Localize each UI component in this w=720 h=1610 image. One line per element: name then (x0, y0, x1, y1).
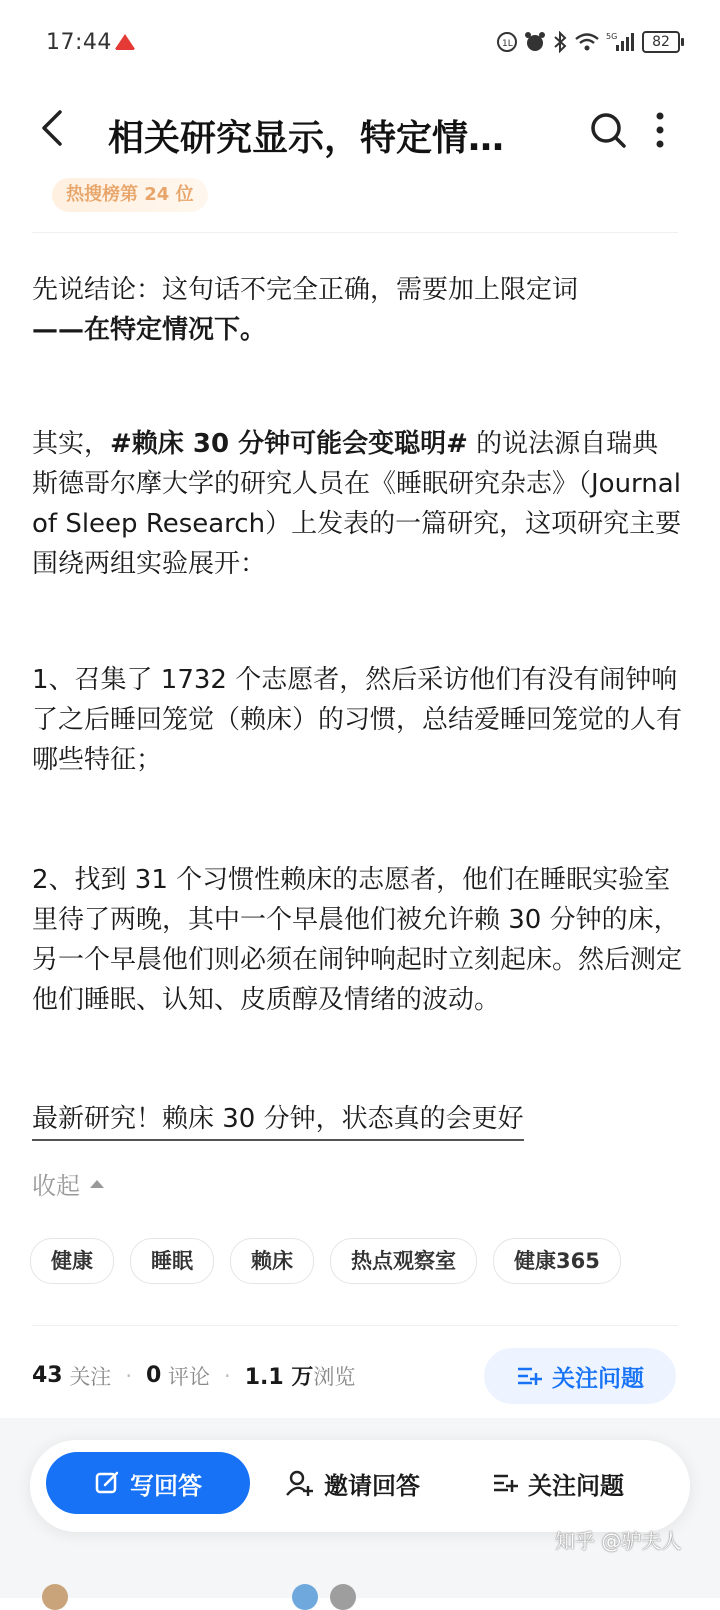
paragraph-conclusion (32, 270, 682, 350)
next-answer-preview (30, 1578, 690, 1598)
tag-hot-observation[interactable]: 热点观察室 (330, 1238, 477, 1284)
invite-answer-label: 邀请回答 (324, 1471, 420, 1500)
follow-question-bottom-label: 关注问题 (528, 1471, 624, 1500)
tag-health365[interactable]: 健康365 (493, 1238, 621, 1284)
view-count-label: 浏览 (313, 1364, 356, 1389)
separator-dot: · (125, 1363, 132, 1388)
follow-question-button[interactable] (484, 1348, 676, 1404)
tag-sleep-in[interactable]: 赖床 (230, 1238, 314, 1284)
source-text: 的说法源自瑞典斯德哥尔摩大学的研究人员在《睡眠研究杂志》（Journal of Sleep Research）上发表的一篇研究，这项研究主要围绕两组实验展开： (32, 429, 682, 579)
comment-count[interactable]: 0 (146, 1363, 162, 1388)
paragraph-experiment-2: 2、找到 31 个习惯性赖床的志愿者，他们在睡眠实验室里待了两晚，其中一个早晨他们被允许赖 30 分钟的床，另一个早晨他们则必须在闹钟响起时立刻起床。然后测定他们睡眠、认知、皮质醇及情绪的波动。 (32, 865, 683, 1015)
more-options-icon[interactable] (648, 110, 672, 150)
invite-user-icon (286, 1469, 314, 1497)
avatar[interactable] (292, 1584, 318, 1610)
cellular-signal-icon (606, 31, 636, 53)
back-arrow-icon[interactable] (38, 108, 68, 148)
wifi-icon (574, 31, 600, 53)
follow-count: 43 (32, 1363, 63, 1388)
question-stats (32, 1360, 355, 1391)
data-saver-icon (496, 31, 518, 53)
conclusion-bold-text: ——在特定情况下。 (32, 315, 267, 345)
comment-count-label[interactable]: 评论 (168, 1364, 210, 1389)
separator-dot: · (224, 1363, 231, 1388)
follow-question-bottom-button[interactable] (492, 1452, 624, 1514)
avatar[interactable] (330, 1584, 356, 1610)
topic-tags (30, 1238, 621, 1284)
edit-icon (94, 1470, 120, 1496)
top-bar (0, 90, 720, 170)
bottom-action-bar (30, 1440, 690, 1532)
status-icons (496, 28, 680, 56)
svg-text:1L: 1L (502, 39, 513, 49)
tag-sleep[interactable]: 睡眠 (130, 1238, 214, 1284)
collapse-label: 收起 (32, 1172, 80, 1200)
caret-up-icon (90, 1180, 104, 1188)
follow-list-icon (492, 1472, 518, 1494)
follow-count-label: 关注 (69, 1364, 112, 1389)
conclusion-text: 先说结论：这句话不完全正确，需要加上限定词 (32, 275, 579, 305)
follow-list-icon (516, 1365, 542, 1387)
related-article-link[interactable]: 最新研究！赖床 30 分钟，状态真的会更好 (32, 1100, 524, 1141)
svg-text:5G: 5G (606, 32, 618, 41)
divider (32, 1325, 678, 1326)
collapse-button[interactable] (32, 1166, 104, 1201)
hot-search-rank-badge[interactable]: 热搜榜第 24 位 (52, 178, 208, 212)
status-time: 17:44 (46, 30, 112, 55)
bluetooth-icon (552, 31, 568, 53)
watermark: 知乎 @驴夫人 (555, 1529, 682, 1553)
paragraph-experiment-1: 1、召集了 1732 个志愿者，然后采访他们有没有闹钟响了之后睡回笼觉（赖床）的习惯，总结爱睡回笼觉的人有哪些特征； (32, 665, 683, 775)
tag-health[interactable]: 健康 (30, 1238, 114, 1284)
source-intro: 其实， (32, 429, 111, 459)
follow-question-label: 关注问题 (552, 1365, 644, 1392)
paragraph-source (32, 424, 682, 584)
battery-indicator: 82 (642, 31, 680, 53)
status-bar (0, 0, 720, 80)
hashtag-text: #赖床 30 分钟可能会变聪明# (110, 429, 468, 459)
write-answer-button[interactable] (46, 1452, 250, 1514)
search-icon[interactable] (588, 110, 628, 150)
divider (32, 232, 678, 233)
invite-answer-button[interactable] (286, 1452, 420, 1514)
page-title: 相关研究显示，特定情… (108, 118, 505, 159)
view-count: 1.1 万 (244, 1365, 314, 1390)
avatar[interactable] (42, 1584, 68, 1610)
alarm-icon (524, 31, 546, 53)
app-notification-icon (113, 32, 137, 52)
write-answer-label: 写回答 (130, 1471, 202, 1500)
